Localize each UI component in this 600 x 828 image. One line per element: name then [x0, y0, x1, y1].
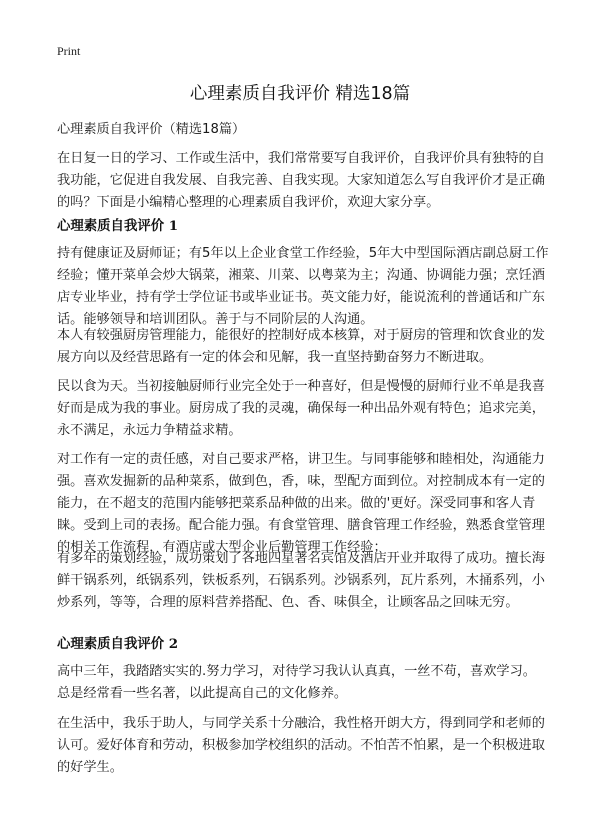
- section-1-paragraph-3: 民以食为天。当初接触厨师行业完全处于一种喜好，但是慢慢的厨师行业不单是我喜好而是成为我的事业。厨房成了我的灵魂，确保每一种出品外观有特色；追求完美，永不满足，永远力争精益求精。: [57, 379, 545, 438]
- section-heading-1: 心理素质自我评价 1: [57, 218, 179, 234]
- section-1-paragraph-2: 本人有较强厨房管理能力，能很好的控制好成本核算，对于厨房的管理和饮食业的发展方向以及经营思路有一定的体会和见解，我一直坚持勤奋努力不断进取。: [57, 328, 545, 365]
- section-1-paragraph-4: 对工作有一定的责任感，对自己要求严格，讲卫生。与同事能够和睦相处，沟通能力强。喜欢发掘新的品种菜系，做到色，香，味，型配方面到位。对控制成本有一定的能力，在不超支的范围内能够把菜系品种做的出来。做的'更好。深受同事和客人青睐。受到上司的表扬。配合能力强。有食堂管理、膳食管理工作经验，熟悉食堂管理的相关工作流程，有酒店或大型企业后勤管理工作经验；: [57, 452, 545, 555]
- section-1-paragraph-1: 持有健康证及厨师证；有5年以上企业食堂工作经验，5年大中型国际酒店副总厨工作经验；懂开菜单会炒大锅菜，湘菜、川菜、以粤菜为主；沟通、协调能力强；烹饪酒店专业毕业，持有学士学位证书或毕业证书。英文能力好，能说流利的普通话和广东话。能够领导和培训团队。善于与不同阶层的人沟通。: [57, 246, 549, 327]
- intro-subtitle: 心理素质自我评价（精选18篇）: [57, 122, 246, 137]
- section-heading-2: 心理素质自我评价 2: [57, 636, 179, 652]
- page-title: 心理素质自我评价 精选18篇: [189, 84, 411, 104]
- section-1-paragraph-5: 有多年的策划经验，成功策划了各地四星著名宾馆及酒店开业并取得了成功。擅长海鲜干锅系列，纸锅系列，铁板系列，石锅系列。沙锅系列，瓦片系列，木捅系列，小炒系列，等等，合理的原料营养搭配、色、香、味俱全，让顾客品之回味无穷。: [57, 551, 545, 610]
- section-2-paragraph-1: 高中三年，我踏踏实实的.努力学习，对待学习我认认真真，一丝不苟，喜欢学习。总是经常看一些名著，以此提高自己的文化修养。: [57, 664, 536, 701]
- intro-paragraph: 在日复一日的学习、工作或生活中，我们常常要写自我评价，自我评价具有独特的自我功能，它促进自我发展、自我完善、自我实现。大家知道怎么写自我评价才是正确的吗？下面是小编精心整理的心理素质自我评价，欢迎大家分享。: [57, 151, 545, 210]
- section-2-paragraph-2: 在生活中，我乐于助人，与同学关系十分融洽，我性格开朗大方，得到同学和老师的认可。爱好体育和劳动，积极参加学校组织的活动。不怕苦不怕累，是一个积极进取的好学生。: [57, 716, 545, 775]
- print-link[interactable]: Print: [57, 44, 81, 58]
